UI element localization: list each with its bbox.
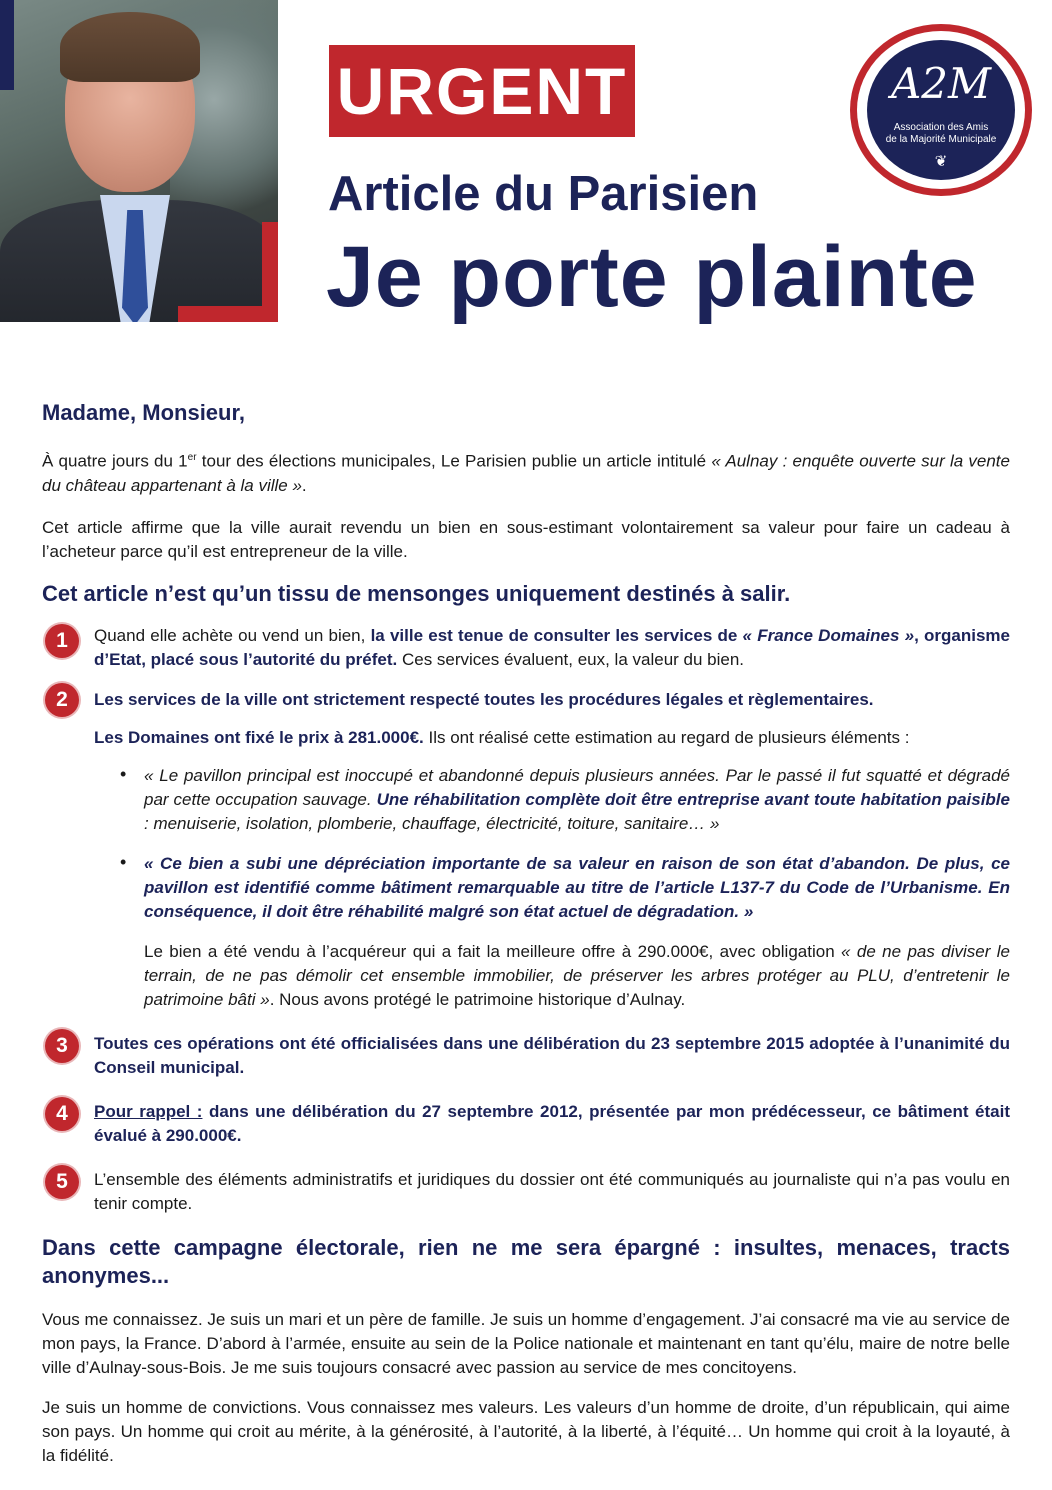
item-4-text: [94, 1100, 1010, 1148]
sale-c: . Nous avons protégé le patrimoine historique d’Aulnay.: [269, 989, 686, 1009]
paragraph-biography: Vous me connaissez. Je suis un mari et un père de famille. Je suis un homme d’engagement. J’ai consacré ma vie au service de mon pays, la France. D’abord à l’armée, ensuite au sein de la Police nationale et maintenant en tant qu’élu, maire de notre belle ville d’Aulnay-sous-Bois. Je me suis toujours consacré avec passion au service de mes concitoyens.: [42, 1309, 1010, 1377]
candidate-photo: [0, 0, 278, 322]
bullet-item-2: [42, 852, 1010, 924]
number-badge-2: 2: [45, 683, 79, 717]
intro-sup: er: [187, 452, 197, 463]
number-badge-3: 3: [45, 1029, 79, 1063]
list-item-1: [42, 624, 1010, 672]
intro-end: .: [301, 475, 307, 495]
item-1-d: , organisme d’Etat, placé sous l’autorité du préfet.: [94, 625, 1010, 669]
logo-caption: [877, 122, 1005, 146]
bullet-1-text: [144, 764, 1010, 836]
sale-paragraph: [42, 940, 1010, 1012]
bullet-item-1: [42, 764, 1010, 836]
subtitle: Article du Parisien: [328, 167, 759, 221]
number-badge-1: 1: [45, 624, 79, 658]
item-4-recall: Pour rappel :: [94, 1101, 203, 1121]
heading-campaign: Dans cette campagne électorale, rien ne me sera épargné : insultes, menaces, tracts anonymes...: [42, 1234, 1010, 1288]
logo-inner: [867, 40, 1015, 180]
list-item-5: [42, 1168, 1010, 1216]
paragraph-accusation: Cet article affirme que la ville aurait revendu un bien en sous-estimant volontairement sa valeur pour faire un cadeau à l’acheteur parce qu’il est entrepreneur de la ville.: [42, 517, 1010, 561]
sale-b: « de ne pas diviser le terrain, de ne pas démolir cet ensemble immobilier, de préserver les arbres protéger au PLU, d’entretenir le patrimoine bâti »: [144, 941, 1011, 1009]
bullet-2-text: « Ce bien a subi une dépréciation importante de sa valeur en raison de son état d’abandon. De plus, ce pavillon est identifié comme bâtiment remarquable au titre de l’article L137-7 du Code de l’Urbanisme. En conséquence, il doit être réhabilité malgré son état actuel de dégradation. »: [144, 853, 1010, 921]
list-item-2: [42, 688, 1010, 712]
intro-text-a: À quatre jours du 1: [42, 451, 188, 471]
item-4-rest: dans une délibération du 27 septembre 2012, présentée par mon prédécesseur, ce bâtiment était évalué à 290.000€.: [94, 1101, 1010, 1145]
photo-corner-accent-red-bottom: [178, 306, 278, 322]
greeting: Madame, Monsieur,: [42, 400, 245, 425]
item-2-text: Les services de la ville ont strictement respecté toutes les procédures légales et règlementaires.: [94, 689, 874, 709]
item-1-c: « France Domaines »: [742, 625, 915, 645]
list-item-3: [42, 1032, 1010, 1080]
logo-mark: A2M: [890, 59, 992, 108]
heading-lies: Cet article n’est qu’un tissu de mensonges uniquement destinés à salir.: [42, 580, 791, 606]
bullet-icon: •: [120, 851, 127, 872]
photo-corner-accent-navy: [0, 0, 14, 90]
letter-body: [42, 400, 1010, 1468]
item-5-text: L’ensemble des éléments administratifs et juridiques du dossier ont été communiqués au journaliste qui n’a pas voulu en tenir compte.: [94, 1169, 1010, 1213]
intro-text-b: tour des élections municipales, Le Parisien publie un article intitulé: [196, 451, 712, 471]
bullet-1-b: Une réhabilitation complète doit être entreprise avant toute habitation paisible: [376, 789, 1010, 809]
item-2-subtext: [42, 726, 1010, 750]
logo-caption-line2: de la Majorité Municipale: [885, 134, 997, 145]
paragraph-values: Je suis un homme de convictions. Vous connaissez mes valeurs. Les valeurs d’un homme de droite, d’un républicain, qui aime son pays. Un homme qui croit au mérite, à la générosité, à l’autorité, à la liberté, à l’équité… Un homme qui croit à la loyauté, à la fidélité.: [42, 1397, 1010, 1465]
item-1-b: la ville est tenue de consulter les services de: [370, 625, 743, 645]
item-1-a: Quand elle achète ou vend un bien,: [94, 625, 371, 645]
bullet-1-c: : menuiserie, isolation, plomberie, chauffage, électricité, toiture, sanitaire… »: [144, 813, 720, 833]
item-1-e: Ces services évaluent, eux, la valeur du bien.: [397, 649, 745, 669]
number-badge-5: 5: [45, 1165, 79, 1199]
bullet-icon: •: [120, 763, 127, 784]
intro-quote: « Aulnay : enquête ouverte sur la vente du château appartenant à la ville »: [42, 451, 1010, 495]
item-2-price: Les Domaines ont fixé le prix à 281.000€.: [94, 727, 424, 747]
page-title: Je porte plainte: [326, 229, 978, 325]
sale-a: Le bien a été vendu à l’acquéreur qui a fait la meilleure offre à 290.000€, avec obligation: [144, 941, 842, 961]
logo-caption-line1: Association des Amis: [893, 122, 989, 133]
photo-hair: [60, 12, 200, 82]
list-item-4: [42, 1100, 1010, 1148]
item-1-text: [94, 624, 1010, 672]
intro-paragraph: [42, 446, 1010, 498]
a2m-logo: [850, 24, 1032, 196]
number-badge-4: 4: [45, 1097, 79, 1131]
bullet-1-a: « Le pavillon principal est inoccupé et abandonné depuis plusieurs années. Par le passé il fut squatté et dégradé par cette occupation sauvage.: [144, 765, 1010, 809]
laurel-icon: ❦: [934, 153, 948, 170]
item-2-sub-rest: Ils ont réalisé cette estimation au regard de plusieurs éléments :: [423, 727, 910, 747]
urgent-badge: URGENT: [329, 45, 635, 137]
item-3-text: Toutes ces opérations ont été officialisées dans une délibération du 23 septembre 2015 adoptée à l’unanimité du Conseil municipal.: [94, 1033, 1010, 1077]
